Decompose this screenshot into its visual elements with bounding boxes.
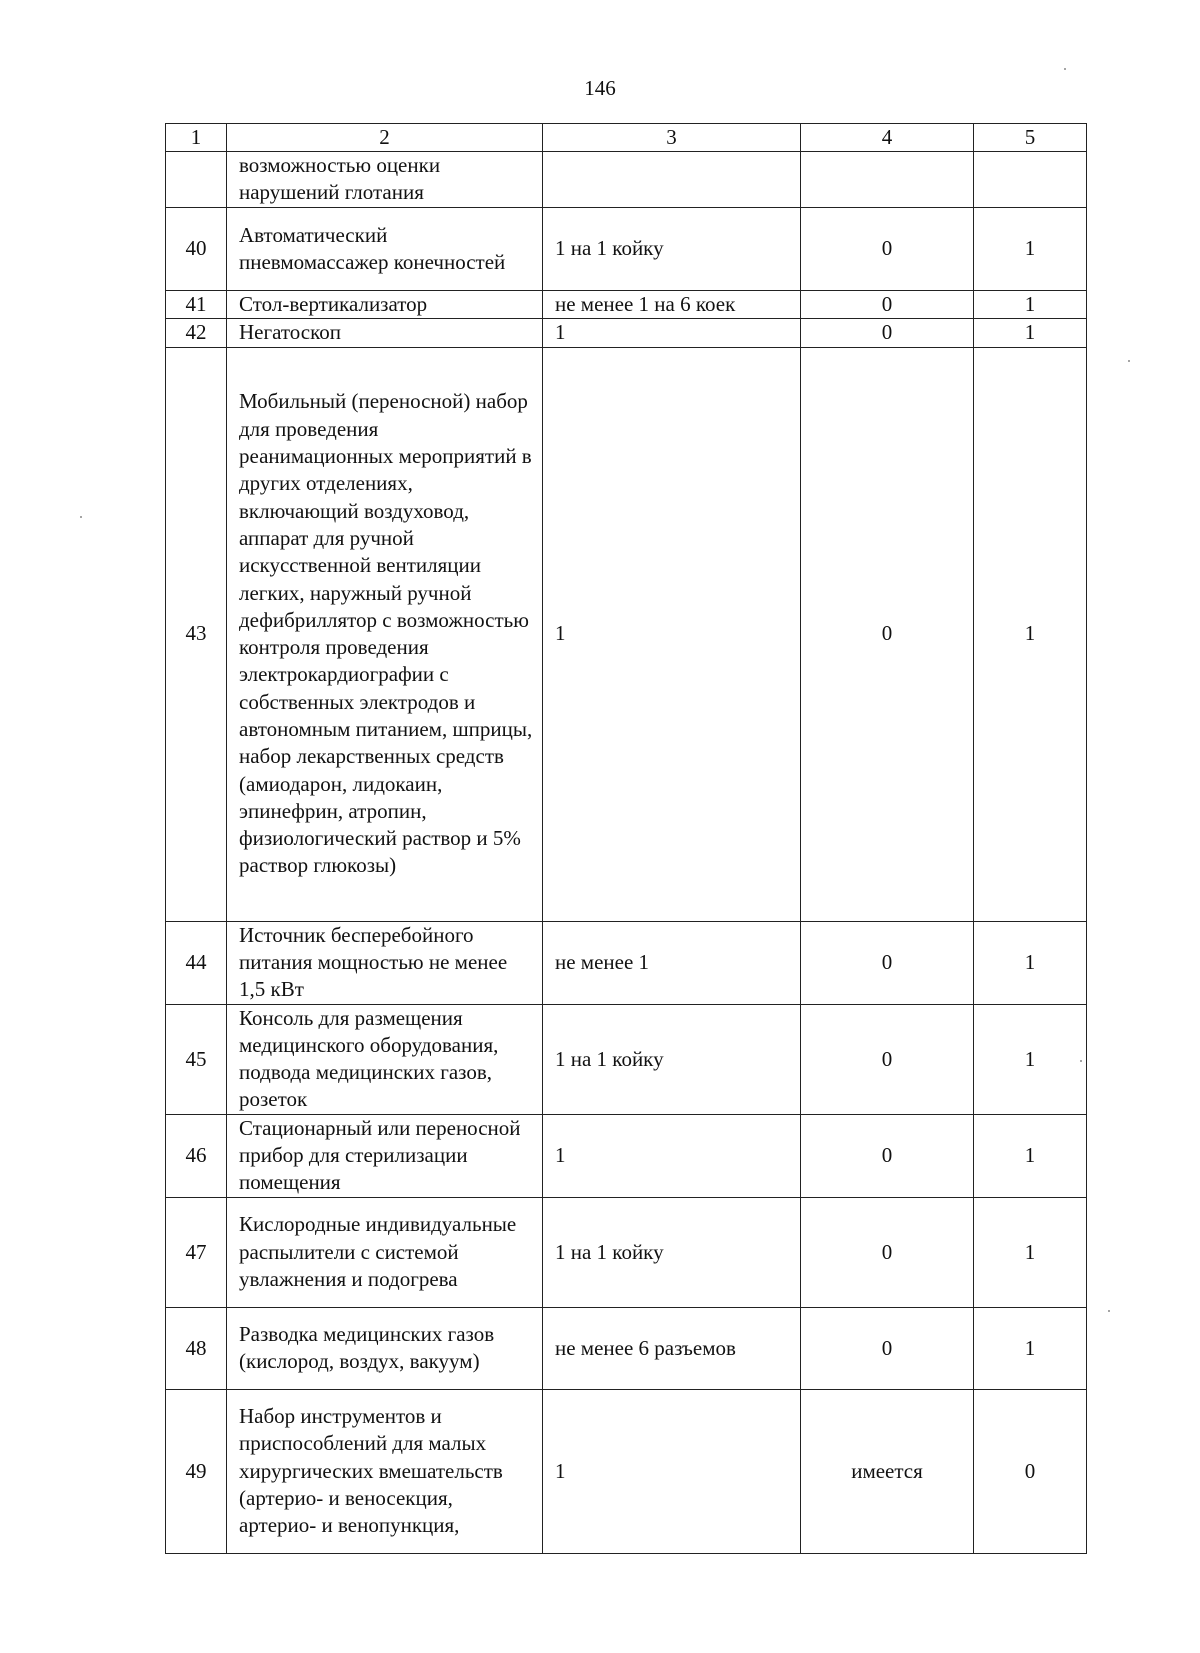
- item-name: Негатоскоп: [227, 319, 543, 347]
- column-header-5: 5: [974, 124, 1087, 152]
- table-row: [166, 347, 1087, 921]
- scan-speck: [1128, 360, 1130, 362]
- table-row: [166, 291, 1087, 319]
- item-col4: 0: [801, 1004, 974, 1114]
- row-number: 45: [166, 1004, 227, 1114]
- item-quantity: 1 на 1 койку: [543, 1197, 801, 1307]
- row-number: 44: [166, 921, 227, 1004]
- column-header-3: 3: [543, 124, 801, 152]
- item-col4: 0: [801, 1307, 974, 1389]
- table-row: [166, 152, 1087, 208]
- row-number: 42: [166, 319, 227, 347]
- table-row: [166, 319, 1087, 347]
- item-quantity: 1: [543, 319, 801, 347]
- row-number: 49: [166, 1389, 227, 1553]
- table-row: [166, 208, 1087, 291]
- item-quantity: не менее 6 разъемов: [543, 1307, 801, 1389]
- item-col4: 0: [801, 921, 974, 1004]
- item-name: Мобильный (переносной) набор для проведения реанимационных мероприятий в других отделениях, включающий воздуховод, аппарат для ручной искусственной вентиляции легких, наружный ручной дефибриллятор с возможностью контроля проведения электрокардиографии с собственных электродов и автономным питанием, шприцы, набор лекарственных средств (амиодарон, лидокаин, эпинефрин, атропин, физиологический раствор и 5% раствор глюкозы): [227, 347, 543, 921]
- item-name: Набор инструментов и приспособлений для малых хирургических вмешательств (артерио- и веносекция, артерио- и венопункция,: [227, 1389, 543, 1553]
- item-col5: 1: [974, 921, 1087, 1004]
- item-name: Автоматический пневмомассажер конечностей: [227, 208, 543, 291]
- table-row: [166, 1114, 1087, 1197]
- item-col5: 1: [974, 1197, 1087, 1307]
- scan-speck: [1080, 1060, 1082, 1062]
- column-header-4: 4: [801, 124, 974, 152]
- item-name: Источник бесперебойного питания мощностью не менее 1,5 кВт: [227, 921, 543, 1004]
- item-col5: 1: [974, 1307, 1087, 1389]
- item-col4: 0: [801, 291, 974, 319]
- row-number: 47: [166, 1197, 227, 1307]
- item-quantity: 1 на 1 койку: [543, 208, 801, 291]
- item-col4: имеется: [801, 1389, 974, 1553]
- row-number: 46: [166, 1114, 227, 1197]
- item-col4: 0: [801, 347, 974, 921]
- item-quantity: [543, 152, 801, 208]
- item-col5: [974, 152, 1087, 208]
- table-row: [166, 1389, 1087, 1553]
- item-quantity: 1: [543, 1114, 801, 1197]
- item-col5: 1: [974, 1004, 1087, 1114]
- item-col4: 0: [801, 1114, 974, 1197]
- item-col4: [801, 152, 974, 208]
- column-header-2: 2: [227, 124, 543, 152]
- row-number: 40: [166, 208, 227, 291]
- table-header-row: [166, 124, 1087, 152]
- item-col4: 0: [801, 1197, 974, 1307]
- row-number: 43: [166, 347, 227, 921]
- item-col5: 1: [974, 319, 1087, 347]
- item-col5: 0: [974, 1389, 1087, 1553]
- scan-speck: [1064, 68, 1066, 70]
- table-row: [166, 921, 1087, 1004]
- item-quantity: 1: [543, 347, 801, 921]
- row-number: 48: [166, 1307, 227, 1389]
- row-number: [166, 152, 227, 208]
- item-col5: 1: [974, 208, 1087, 291]
- item-name: Разводка медицинских газов (кислород, воздух, вакуум): [227, 1307, 543, 1389]
- scan-speck: [80, 516, 82, 518]
- item-name: Стационарный или переносной прибор для стерилизации помещения: [227, 1114, 543, 1197]
- item-col5: 1: [974, 291, 1087, 319]
- item-name: возможностью оценки нарушений глотания: [227, 152, 543, 208]
- row-number: 41: [166, 291, 227, 319]
- item-name: Кислородные индивидуальные распылители с системой увлажнения и подогрева: [227, 1197, 543, 1307]
- table-row: [166, 1004, 1087, 1114]
- item-col4: 0: [801, 208, 974, 291]
- table-row: [166, 1197, 1087, 1307]
- item-name: Консоль для размещения медицинского оборудования, подвода медицинских газов, розеток: [227, 1004, 543, 1114]
- item-quantity: не менее 1 на 6 коек: [543, 291, 801, 319]
- page-number: 146: [584, 76, 616, 100]
- column-header-1: 1: [166, 124, 227, 152]
- item-col5: 1: [974, 1114, 1087, 1197]
- equipment-table: [165, 123, 1087, 1554]
- item-quantity: 1 на 1 койку: [543, 1004, 801, 1114]
- item-col4: 0: [801, 319, 974, 347]
- item-quantity: не менее 1: [543, 921, 801, 1004]
- table-row: [166, 1307, 1087, 1389]
- item-col5: 1: [974, 347, 1087, 921]
- item-name: Стол-вертикализатор: [227, 291, 543, 319]
- scan-speck: [1108, 1310, 1110, 1312]
- item-quantity: 1: [543, 1389, 801, 1553]
